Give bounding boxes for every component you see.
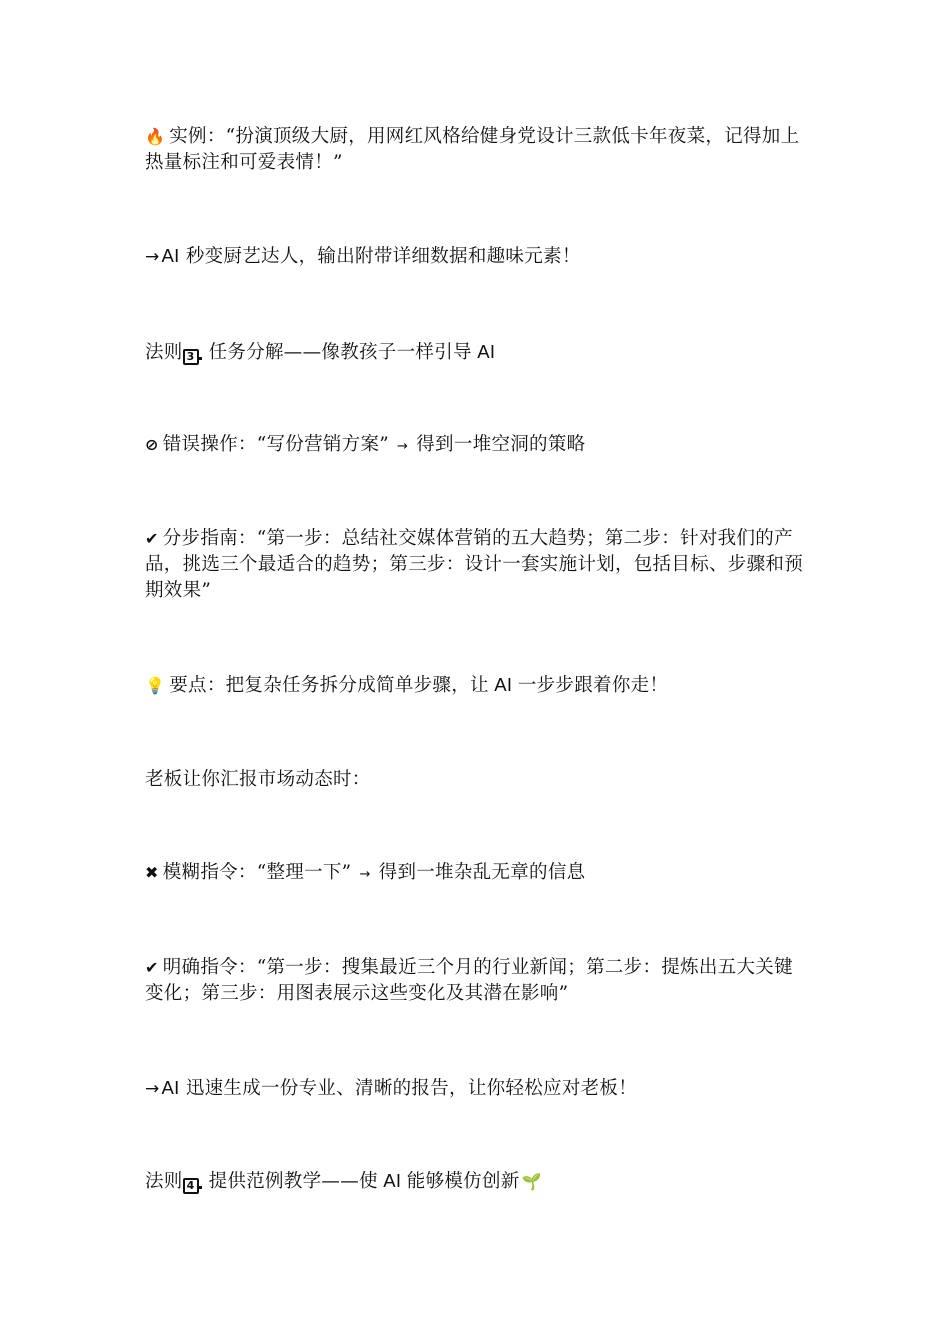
ai-label: AI <box>161 1077 180 1098</box>
ai-label: AI <box>161 245 180 266</box>
vague-instruction-result: 得到一堆杂乱无章的信息 <box>378 862 586 883</box>
vague-instruction-label: 模糊指令：“整理一下” <box>162 862 352 883</box>
ai-result-paragraph <box>145 243 805 270</box>
rule-4-heading <box>145 1168 805 1195</box>
step-guide-paragraph <box>145 526 805 604</box>
key-point-text-1: 要点：把复杂任务拆分成简单步骤，让 <box>169 675 489 696</box>
wrong-operation-result: 得到一堆空洞的策略 <box>416 434 586 455</box>
ai-label: AI <box>488 674 518 695</box>
rule-prefix: 法则 <box>145 1171 183 1192</box>
arrow-right-icon: → <box>145 1079 160 1099</box>
step-guide-text: 分步指南：“第一步：总结社交媒体营销的五大趋势；第二步：针对我们的产品，挑选三个最适合的趋势；第三步：设计一套实施计划，包括目标、步骤和预期效果” <box>145 528 804 601</box>
ai-report-paragraph <box>145 1075 805 1102</box>
clear-instruction-paragraph <box>145 955 805 1007</box>
ai-label: AI <box>377 1170 407 1191</box>
prohibited-icon: ⊘ <box>145 435 159 454</box>
sprout-icon: 🌱 <box>521 1172 542 1191</box>
fire-icon: 🔥 <box>145 127 166 146</box>
boss-report-paragraph <box>145 767 805 793</box>
arrow-right-icon: → <box>145 247 160 267</box>
ai-label: AI <box>471 341 496 362</box>
ai-report-text: 迅速生成一份专业、清晰的报告，让你轻松应对老板！ <box>179 1078 638 1099</box>
check-icon: ✔ <box>145 529 159 548</box>
example-text: 实例：“扮演顶级大厨，用网红风格给健身党设计三款低卡年夜菜，记得加上热量标注和可爱表情！” <box>145 126 800 173</box>
key-point-paragraph <box>145 672 805 699</box>
keycap-4-icon: 4 <box>183 1178 199 1194</box>
rule-prefix: 法则 <box>145 342 183 363</box>
clear-instruction-text: 明确指令：“第一步：搜集最近三个月的行业新闻；第二步：提炼出五大关键变化；第三步：用图表展示这些变化及其潜在影响” <box>145 957 793 1004</box>
boss-report-text: 老板让你汇报市场动态时： <box>145 769 371 790</box>
keycap-3-icon: 3 <box>183 349 199 365</box>
key-point-text-2: 一步步跟着你走！ <box>517 675 669 696</box>
rule-4-title-2: 能够模仿创新 <box>406 1171 520 1192</box>
wrong-operation-paragraph <box>145 432 805 460</box>
rule-3-title: 任务分解——像教孩子一样引导 <box>208 342 472 363</box>
example-paragraph <box>145 124 805 176</box>
rule-4-title-1: 提供范例教学——使 <box>208 1171 378 1192</box>
check-icon: ✔ <box>145 958 159 977</box>
vague-instruction-paragraph <box>145 860 805 888</box>
ai-result-text: 秒变厨艺达人，输出附带详细数据和趣味元素！ <box>179 246 581 267</box>
arrow-right-icon: → <box>359 867 371 882</box>
cross-icon: ✖ <box>145 863 159 882</box>
rule-3-heading <box>145 339 805 366</box>
arrow-right-icon: → <box>397 439 409 454</box>
wrong-operation-label: 错误操作：“写份营销方案” <box>162 434 390 455</box>
lightbulb-icon: 💡 <box>145 676 166 695</box>
